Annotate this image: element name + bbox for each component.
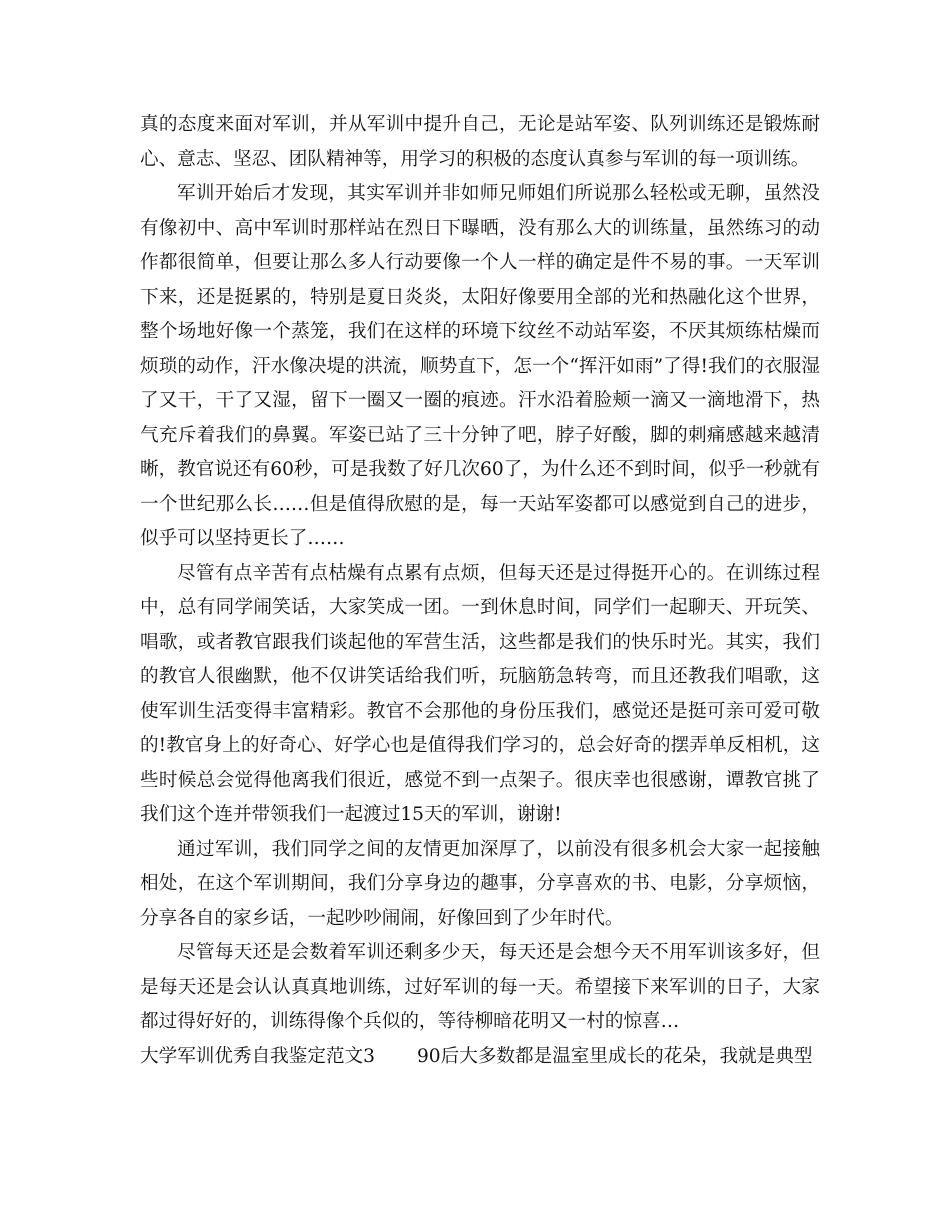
paragraph-5: 尽管每天还是会数着军训还剩多少天，每天还是会想今天不用军训该多好，但是每天还是会认认真真地训练，过好军训的每一天。希望接下来军训的日子，大家都过得好好的，训练得像个兵似的，等待柳暗花明又一村的惊喜… — [140, 942, 820, 1032]
section-heading-line — [140, 1040, 820, 1075]
paragraph-2: 军训开始后才发现，其实军训并非如师兄师姐们所说那么轻松或无聊，虽然没有像初中、高中军训时那样站在烈日下曝晒，没有那么大的训练量，虽然练习的动作都很简单，但要让那么多人行动要像一个人一样的确定是件不易的事。一天军训下来，还是挺累的，特别是夏日炎炎，太阳好像要用全部的光和热融化这个世界，整个场地好像一个蒸笼，我们在这样的环境下纹丝不动站军姿，不厌其烦练枯燥而烦琐的动作，汗水像决堤的洪流，顺势直下，怎一个“挥汗如雨”了得!我们的衣服湿了又干，干了又湿，留下一圈又一圈的痕迹。汗水沿着脸颊一滴又一滴地滑下，热气充斥着我们的鼻翼。军姿已站了三十分钟了吧，脖子好酸，脚的刺痛感越来越清晰，教官说还有60秒，可是我数了好几次60了，为什么还不到时间，似乎一秒就有一个世纪那么长……但是值得欣慰的是，每一天站军姿都可以感觉到自己的进步，似乎可以坚持更长了…… — [140, 183, 820, 549]
paragraph-4: 通过军训，我们同学之间的友情更加深厚了，以前没有很多机会大家一起接触相处，在这个军训期间，我们分享身边的趣事，分享喜欢的书、电影，分享烦恼，分享各自的家乡话，一起吵吵闹闹，好像回到了少年时代。 — [140, 838, 820, 929]
document-page — [140, 108, 820, 1074]
heading-spacer — [375, 1040, 417, 1075]
paragraph-1: 真的态度来面对军训，并从军训中提升自己，无论是站军姿、队列训练还是锻炼耐心、意志、坚忍、团队精神等，用学习的积极的态度认真参与军训的每一项训练。 — [140, 114, 820, 170]
section-title: 大学军训优秀自我鉴定范文3 — [140, 1045, 375, 1067]
section-opening-text: 90后大多数都是温室里成长的花朵，我就是典型 — [416, 1045, 813, 1067]
paragraph-3: 尽管有点辛苦有点枯燥有点累有点烦，但每天还是过得挺开心的。在训练过程中，总有同学闹笑话，大家笑成一团。一到休息时间，同学们一起聊天、开玩笑、唱歌，或者教官跟我们谈起他的军营生活，这些都是我们的快乐时光。其实，我们的教官人很幽默，他不仅讲笑话给我们听，玩脑筋急转弯，而且还教我们唱歌，这使军训生活变得丰富精彩。教官不会那他的身份压我们，感觉还是挺可亲可爱可敬的!教官身上的好奇心、好学心也是值得我们学习的，总会好奇的摆弄单反相机，这些时候总会觉得他离我们很近，感觉不到一点架子。很庆幸也很感谢，谭教官挑了我们这个连并带领我们一起渡过15天的军训，谢谢! — [140, 562, 820, 825]
